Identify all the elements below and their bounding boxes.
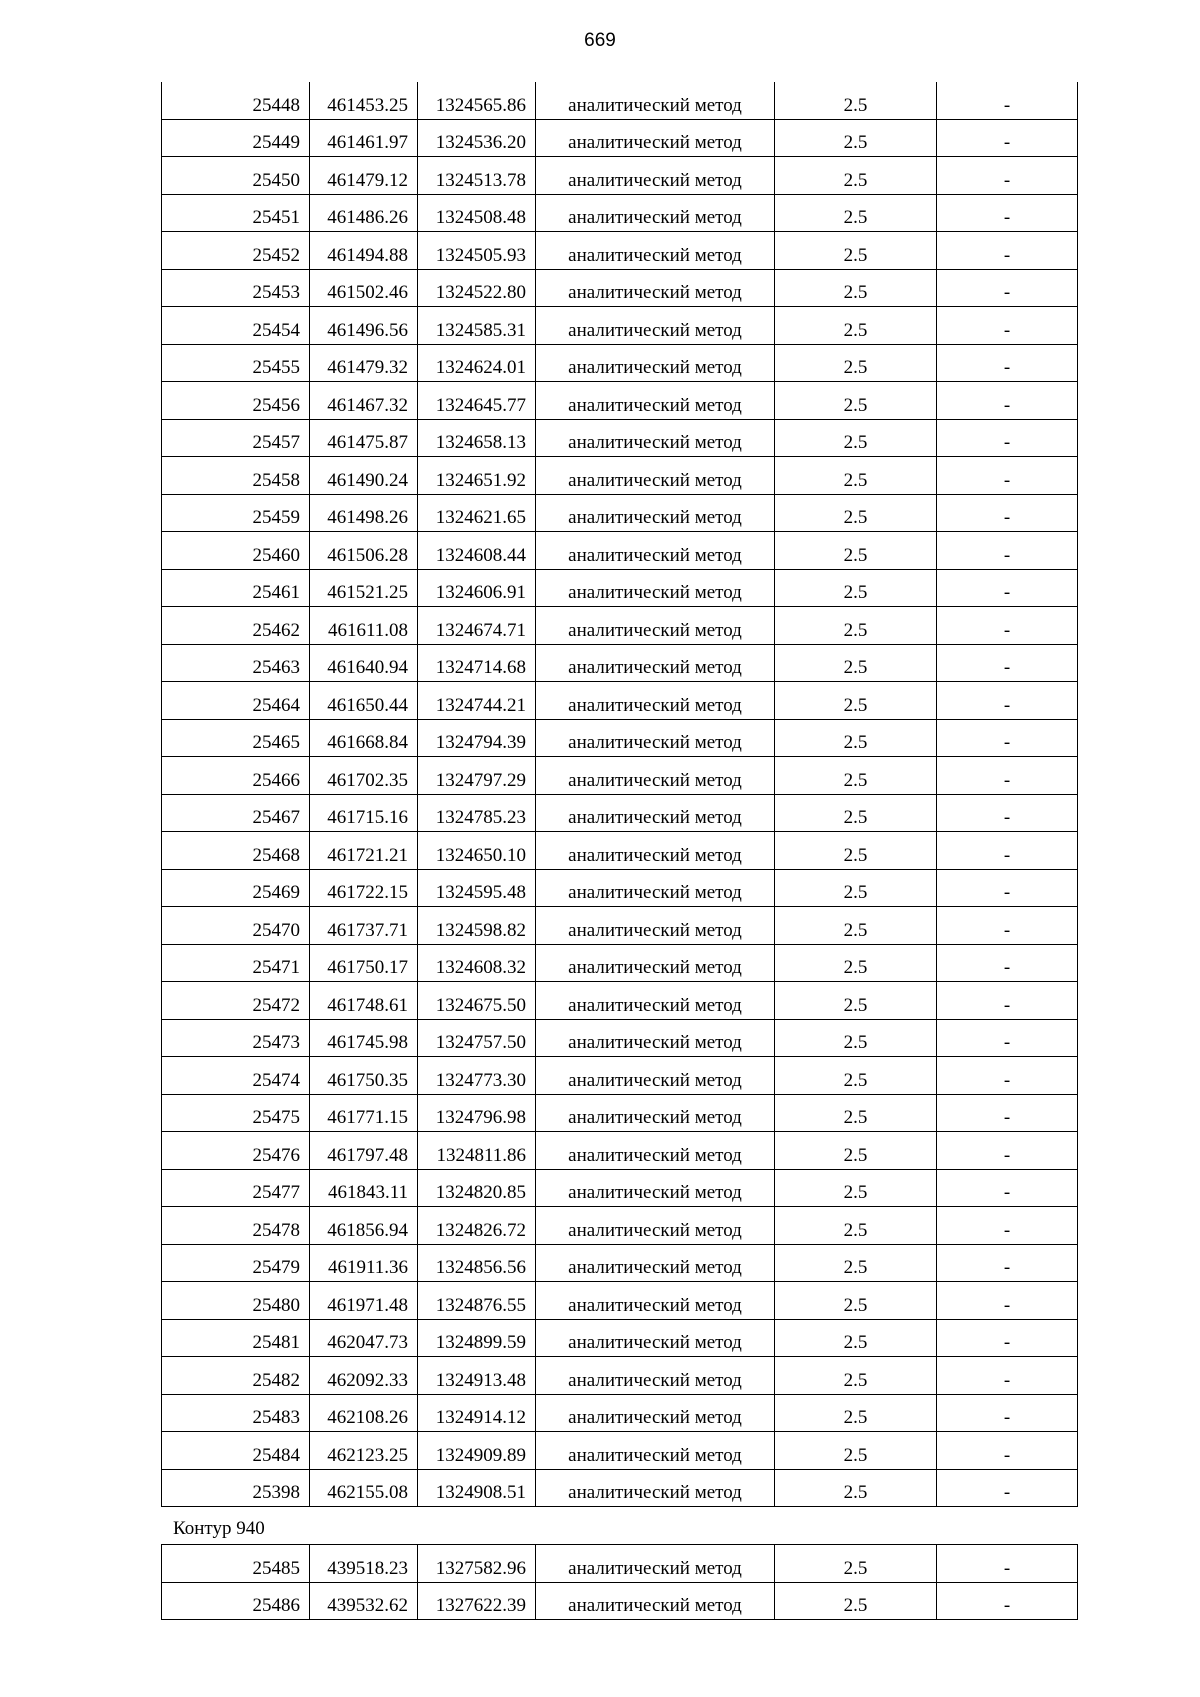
description-cell: - — [937, 1132, 1078, 1170]
x-coordinate-cell: 462047.73 — [310, 1319, 418, 1357]
table-row — [162, 194, 1078, 232]
point-number-cell: 25466 — [162, 757, 310, 795]
y-coordinate-cell: 1324797.29 — [418, 757, 536, 795]
description-cell: - — [937, 82, 1078, 119]
description-cell: - — [937, 569, 1078, 607]
table-row — [162, 419, 1078, 457]
point-number-cell: 25480 — [162, 1282, 310, 1320]
point-number-cell: 25469 — [162, 869, 310, 907]
table-row — [162, 1282, 1078, 1320]
x-coordinate-cell: 461479.32 — [310, 344, 418, 382]
description-cell: - — [937, 1094, 1078, 1132]
description-cell: - — [937, 269, 1078, 307]
accuracy-cell: 2.5 — [775, 1469, 937, 1507]
y-coordinate-cell: 1324513.78 — [418, 157, 536, 195]
point-number-cell: 25468 — [162, 832, 310, 870]
y-coordinate-cell: 1324565.86 — [418, 82, 536, 119]
accuracy-cell: 2.5 — [775, 569, 937, 607]
description-cell: - — [937, 232, 1078, 270]
table-row — [162, 157, 1078, 195]
table-row — [162, 944, 1078, 982]
description-cell: - — [937, 532, 1078, 570]
method-cell: аналитический метод — [536, 82, 775, 119]
point-number-cell: 25453 — [162, 269, 310, 307]
table-row — [162, 1244, 1078, 1282]
y-coordinate-cell: 1324909.89 — [418, 1432, 536, 1470]
accuracy-cell: 2.5 — [775, 869, 937, 907]
y-coordinate-cell: 1324899.59 — [418, 1319, 536, 1357]
accuracy-cell: 2.5 — [775, 307, 937, 345]
y-coordinate-cell: 1324621.65 — [418, 494, 536, 532]
point-number-cell: 25481 — [162, 1319, 310, 1357]
description-cell: - — [937, 907, 1078, 945]
accuracy-cell: 2.5 — [775, 1357, 937, 1395]
point-number-cell: 25475 — [162, 1094, 310, 1132]
x-coordinate-cell: 461502.46 — [310, 269, 418, 307]
table-row — [162, 1582, 1078, 1620]
x-coordinate-cell: 461650.44 — [310, 682, 418, 720]
method-cell: аналитический метод — [536, 1357, 775, 1395]
y-coordinate-cell: 1324598.82 — [418, 907, 536, 945]
point-number-cell: 25450 — [162, 157, 310, 195]
method-cell: аналитический метод — [536, 119, 775, 157]
y-coordinate-cell: 1327582.96 — [418, 1545, 536, 1583]
description-cell: - — [937, 1057, 1078, 1095]
point-number-cell: 25482 — [162, 1357, 310, 1395]
y-coordinate-cell: 1324785.23 — [418, 794, 536, 832]
table-row — [162, 344, 1078, 382]
description-cell: - — [937, 719, 1078, 757]
x-coordinate-cell: 461748.61 — [310, 982, 418, 1020]
accuracy-cell: 2.5 — [775, 1394, 937, 1432]
point-number-cell: 25463 — [162, 644, 310, 682]
table-row — [162, 869, 1078, 907]
x-coordinate-cell: 462108.26 — [310, 1394, 418, 1432]
table-row — [162, 1469, 1078, 1507]
table-row — [162, 1319, 1078, 1357]
point-number-cell: 25462 — [162, 607, 310, 645]
table-row — [162, 682, 1078, 720]
method-cell: аналитический метод — [536, 1094, 775, 1132]
method-cell: аналитический метод — [536, 194, 775, 232]
method-cell: аналитический метод — [536, 344, 775, 382]
y-coordinate-cell: 1324913.48 — [418, 1357, 536, 1395]
x-coordinate-cell: 461496.56 — [310, 307, 418, 345]
description-cell: - — [937, 1582, 1078, 1620]
table-row — [162, 1545, 1078, 1583]
point-number-cell: 25474 — [162, 1057, 310, 1095]
table-row — [162, 644, 1078, 682]
y-coordinate-cell: 1324536.20 — [418, 119, 536, 157]
page-number: 669 — [584, 30, 616, 51]
y-coordinate-cell: 1324608.44 — [418, 532, 536, 570]
point-number-cell: 25448 — [162, 82, 310, 119]
description-cell: - — [937, 1244, 1078, 1282]
table-row — [162, 1094, 1078, 1132]
accuracy-cell: 2.5 — [775, 232, 937, 270]
contour-940-table — [161, 1544, 1078, 1620]
x-coordinate-cell: 461498.26 — [310, 494, 418, 532]
accuracy-cell: 2.5 — [775, 1207, 937, 1245]
description-cell: - — [937, 644, 1078, 682]
accuracy-cell: 2.5 — [775, 944, 937, 982]
description-cell: - — [937, 757, 1078, 795]
accuracy-cell: 2.5 — [775, 757, 937, 795]
description-cell: - — [937, 194, 1078, 232]
accuracy-cell: 2.5 — [775, 682, 937, 720]
method-cell: аналитический метод — [536, 419, 775, 457]
x-coordinate-cell: 461486.26 — [310, 194, 418, 232]
accuracy-cell: 2.5 — [775, 194, 937, 232]
description-cell: - — [937, 382, 1078, 420]
y-coordinate-cell: 1324595.48 — [418, 869, 536, 907]
point-number-cell: 25461 — [162, 569, 310, 607]
y-coordinate-cell: 1324674.71 — [418, 607, 536, 645]
point-number-cell: 25458 — [162, 457, 310, 495]
point-number-cell: 25472 — [162, 982, 310, 1020]
point-number-cell: 25470 — [162, 907, 310, 945]
description-cell: - — [937, 1357, 1078, 1395]
x-coordinate-cell: 461971.48 — [310, 1282, 418, 1320]
method-cell: аналитический метод — [536, 607, 775, 645]
y-coordinate-cell: 1324675.50 — [418, 982, 536, 1020]
accuracy-cell: 2.5 — [775, 157, 937, 195]
y-coordinate-cell: 1324645.77 — [418, 382, 536, 420]
accuracy-cell: 2.5 — [775, 1244, 937, 1282]
description-cell: - — [937, 1432, 1078, 1470]
y-coordinate-cell: 1324773.30 — [418, 1057, 536, 1095]
accuracy-cell: 2.5 — [775, 1169, 937, 1207]
method-cell: аналитический метод — [536, 1057, 775, 1095]
accuracy-cell: 2.5 — [775, 1282, 937, 1320]
table-row — [162, 1357, 1078, 1395]
accuracy-cell: 2.5 — [775, 269, 937, 307]
table-row — [162, 832, 1078, 870]
accuracy-cell: 2.5 — [775, 982, 937, 1020]
accuracy-cell: 2.5 — [775, 494, 937, 532]
x-coordinate-cell: 439518.23 — [310, 1545, 418, 1583]
y-coordinate-cell: 1324757.50 — [418, 1019, 536, 1057]
x-coordinate-cell: 461479.12 — [310, 157, 418, 195]
table-row — [162, 1169, 1078, 1207]
point-number-cell: 25483 — [162, 1394, 310, 1432]
method-cell: аналитический метод — [536, 907, 775, 945]
point-number-cell: 25479 — [162, 1244, 310, 1282]
x-coordinate-cell: 461771.15 — [310, 1094, 418, 1132]
contour-label: Контур 940 — [173, 1518, 265, 1539]
table-row — [162, 269, 1078, 307]
x-coordinate-cell: 461797.48 — [310, 1132, 418, 1170]
description-cell: - — [937, 832, 1078, 870]
point-number-cell: 25455 — [162, 344, 310, 382]
y-coordinate-cell: 1324650.10 — [418, 832, 536, 870]
description-cell: - — [937, 1394, 1078, 1432]
accuracy-cell: 2.5 — [775, 1319, 937, 1357]
x-coordinate-cell: 461506.28 — [310, 532, 418, 570]
y-coordinate-cell: 1324796.98 — [418, 1094, 536, 1132]
accuracy-cell: 2.5 — [775, 794, 937, 832]
description-cell: - — [937, 944, 1078, 982]
description-cell: - — [937, 794, 1078, 832]
description-cell: - — [937, 1469, 1078, 1507]
accuracy-cell: 2.5 — [775, 832, 937, 870]
table-row — [162, 119, 1078, 157]
table-row — [162, 757, 1078, 795]
x-coordinate-cell: 461467.32 — [310, 382, 418, 420]
point-number-cell: 25467 — [162, 794, 310, 832]
point-number-cell: 25476 — [162, 1132, 310, 1170]
method-cell: аналитический метод — [536, 794, 775, 832]
table-row — [162, 1394, 1078, 1432]
accuracy-cell: 2.5 — [775, 532, 937, 570]
point-number-cell: 25473 — [162, 1019, 310, 1057]
point-number-cell: 25477 — [162, 1169, 310, 1207]
method-cell: аналитический метод — [536, 1394, 775, 1432]
y-coordinate-cell: 1324658.13 — [418, 419, 536, 457]
table-row — [162, 1207, 1078, 1245]
method-cell: аналитический метод — [536, 232, 775, 270]
y-coordinate-cell: 1324908.51 — [418, 1469, 536, 1507]
description-cell: - — [937, 457, 1078, 495]
table-row — [162, 719, 1078, 757]
y-coordinate-cell: 1324856.56 — [418, 1244, 536, 1282]
accuracy-cell: 2.5 — [775, 82, 937, 119]
method-cell: аналитический метод — [536, 1282, 775, 1320]
y-coordinate-cell: 1324624.01 — [418, 344, 536, 382]
method-cell: аналитический метод — [536, 719, 775, 757]
description-cell: - — [937, 1282, 1078, 1320]
x-coordinate-cell: 461494.88 — [310, 232, 418, 270]
description-cell: - — [937, 1019, 1078, 1057]
point-number-cell: 25456 — [162, 382, 310, 420]
description-cell: - — [937, 494, 1078, 532]
method-cell: аналитический метод — [536, 757, 775, 795]
accuracy-cell: 2.5 — [775, 607, 937, 645]
x-coordinate-cell: 461750.17 — [310, 944, 418, 982]
y-coordinate-cell: 1324794.39 — [418, 719, 536, 757]
method-cell: аналитический метод — [536, 1582, 775, 1620]
accuracy-cell: 2.5 — [775, 1019, 937, 1057]
x-coordinate-cell: 461521.25 — [310, 569, 418, 607]
point-number-cell: 25471 — [162, 944, 310, 982]
y-coordinate-cell: 1324714.68 — [418, 644, 536, 682]
x-coordinate-cell: 461737.71 — [310, 907, 418, 945]
x-coordinate-cell: 461721.21 — [310, 832, 418, 870]
table-row — [162, 532, 1078, 570]
x-coordinate-cell: 461640.94 — [310, 644, 418, 682]
x-coordinate-cell: 461745.98 — [310, 1019, 418, 1057]
x-coordinate-cell: 461750.35 — [310, 1057, 418, 1095]
method-cell: аналитический метод — [536, 1432, 775, 1470]
description-cell: - — [937, 419, 1078, 457]
method-cell: аналитический метод — [536, 494, 775, 532]
description-cell: - — [937, 869, 1078, 907]
point-number-cell: 25465 — [162, 719, 310, 757]
method-cell: аналитический метод — [536, 1319, 775, 1357]
point-number-cell: 25459 — [162, 494, 310, 532]
y-coordinate-cell: 1324744.21 — [418, 682, 536, 720]
method-cell: аналитический метод — [536, 269, 775, 307]
method-cell: аналитический метод — [536, 1469, 775, 1507]
description-cell: - — [937, 307, 1078, 345]
method-cell: аналитический метод — [536, 1169, 775, 1207]
x-coordinate-cell: 461722.15 — [310, 869, 418, 907]
method-cell: аналитический метод — [536, 1545, 775, 1583]
point-number-cell: 25451 — [162, 194, 310, 232]
accuracy-cell: 2.5 — [775, 1132, 937, 1170]
description-cell: - — [937, 607, 1078, 645]
table-row — [162, 1057, 1078, 1095]
point-number-cell: 25486 — [162, 1582, 310, 1620]
method-cell: аналитический метод — [536, 1207, 775, 1245]
method-cell: аналитический метод — [536, 869, 775, 907]
method-cell: аналитический метод — [536, 682, 775, 720]
y-coordinate-cell: 1327622.39 — [418, 1582, 536, 1620]
accuracy-cell: 2.5 — [775, 419, 937, 457]
accuracy-cell: 2.5 — [775, 1057, 937, 1095]
description-cell: - — [937, 119, 1078, 157]
description-cell: - — [937, 1545, 1078, 1583]
accuracy-cell: 2.5 — [775, 719, 937, 757]
y-coordinate-cell: 1324820.85 — [418, 1169, 536, 1207]
y-coordinate-cell: 1324811.86 — [418, 1132, 536, 1170]
method-cell: аналитический метод — [536, 982, 775, 1020]
description-cell: - — [937, 344, 1078, 382]
point-number-cell: 25398 — [162, 1469, 310, 1507]
method-cell: аналитический метод — [536, 944, 775, 982]
method-cell: аналитический метод — [536, 382, 775, 420]
table-row — [162, 232, 1078, 270]
accuracy-cell: 2.5 — [775, 119, 937, 157]
x-coordinate-cell: 461475.87 — [310, 419, 418, 457]
point-number-cell: 25460 — [162, 532, 310, 570]
table-row — [162, 382, 1078, 420]
accuracy-cell: 2.5 — [775, 1094, 937, 1132]
description-cell: - — [937, 682, 1078, 720]
coordinates-table — [161, 82, 1078, 1507]
y-coordinate-cell: 1324608.32 — [418, 944, 536, 982]
x-coordinate-cell: 461668.84 — [310, 719, 418, 757]
x-coordinate-cell: 461715.16 — [310, 794, 418, 832]
method-cell: аналитический метод — [536, 307, 775, 345]
y-coordinate-cell: 1324522.80 — [418, 269, 536, 307]
method-cell: аналитический метод — [536, 832, 775, 870]
point-number-cell: 25478 — [162, 1207, 310, 1245]
accuracy-cell: 2.5 — [775, 644, 937, 682]
table-row — [162, 307, 1078, 345]
point-number-cell: 25452 — [162, 232, 310, 270]
x-coordinate-cell: 461611.08 — [310, 607, 418, 645]
accuracy-cell: 2.5 — [775, 1582, 937, 1620]
point-number-cell: 25454 — [162, 307, 310, 345]
accuracy-cell: 2.5 — [775, 1545, 937, 1583]
x-coordinate-cell: 461911.36 — [310, 1244, 418, 1282]
method-cell: аналитический метод — [536, 532, 775, 570]
table-row — [162, 607, 1078, 645]
y-coordinate-cell: 1324585.31 — [418, 307, 536, 345]
method-cell: аналитический метод — [536, 1244, 775, 1282]
table-row — [162, 1019, 1078, 1057]
table-row — [162, 457, 1078, 495]
table-row — [162, 569, 1078, 607]
description-cell: - — [937, 982, 1078, 1020]
description-cell: - — [937, 1169, 1078, 1207]
y-coordinate-cell: 1324508.48 — [418, 194, 536, 232]
x-coordinate-cell: 461843.11 — [310, 1169, 418, 1207]
method-cell: аналитический метод — [536, 1019, 775, 1057]
table-row — [162, 1132, 1078, 1170]
description-cell: - — [937, 1207, 1078, 1245]
accuracy-cell: 2.5 — [775, 457, 937, 495]
method-cell: аналитический метод — [536, 457, 775, 495]
y-coordinate-cell: 1324914.12 — [418, 1394, 536, 1432]
point-number-cell: 25464 — [162, 682, 310, 720]
point-number-cell: 25484 — [162, 1432, 310, 1470]
accuracy-cell: 2.5 — [775, 907, 937, 945]
table-row — [162, 82, 1078, 119]
x-coordinate-cell: 462123.25 — [310, 1432, 418, 1470]
accuracy-cell: 2.5 — [775, 1432, 937, 1470]
accuracy-cell: 2.5 — [775, 344, 937, 382]
point-number-cell: 25485 — [162, 1545, 310, 1583]
description-cell: - — [937, 157, 1078, 195]
point-number-cell: 25449 — [162, 119, 310, 157]
table-row — [162, 494, 1078, 532]
description-cell: - — [937, 1319, 1078, 1357]
x-coordinate-cell: 462155.08 — [310, 1469, 418, 1507]
x-coordinate-cell: 461461.97 — [310, 119, 418, 157]
y-coordinate-cell: 1324876.55 — [418, 1282, 536, 1320]
x-coordinate-cell: 439532.62 — [310, 1582, 418, 1620]
accuracy-cell: 2.5 — [775, 382, 937, 420]
table-row — [162, 982, 1078, 1020]
point-number-cell: 25457 — [162, 419, 310, 457]
table-row — [162, 907, 1078, 945]
table-row — [162, 794, 1078, 832]
x-coordinate-cell: 461453.25 — [310, 82, 418, 119]
x-coordinate-cell: 462092.33 — [310, 1357, 418, 1395]
method-cell: аналитический метод — [536, 1132, 775, 1170]
y-coordinate-cell: 1324826.72 — [418, 1207, 536, 1245]
y-coordinate-cell: 1324606.91 — [418, 569, 536, 607]
y-coordinate-cell: 1324505.93 — [418, 232, 536, 270]
method-cell: аналитический метод — [536, 157, 775, 195]
x-coordinate-cell: 461490.24 — [310, 457, 418, 495]
method-cell: аналитический метод — [536, 644, 775, 682]
method-cell: аналитический метод — [536, 569, 775, 607]
y-coordinate-cell: 1324651.92 — [418, 457, 536, 495]
x-coordinate-cell: 461856.94 — [310, 1207, 418, 1245]
table-row — [162, 1432, 1078, 1470]
x-coordinate-cell: 461702.35 — [310, 757, 418, 795]
